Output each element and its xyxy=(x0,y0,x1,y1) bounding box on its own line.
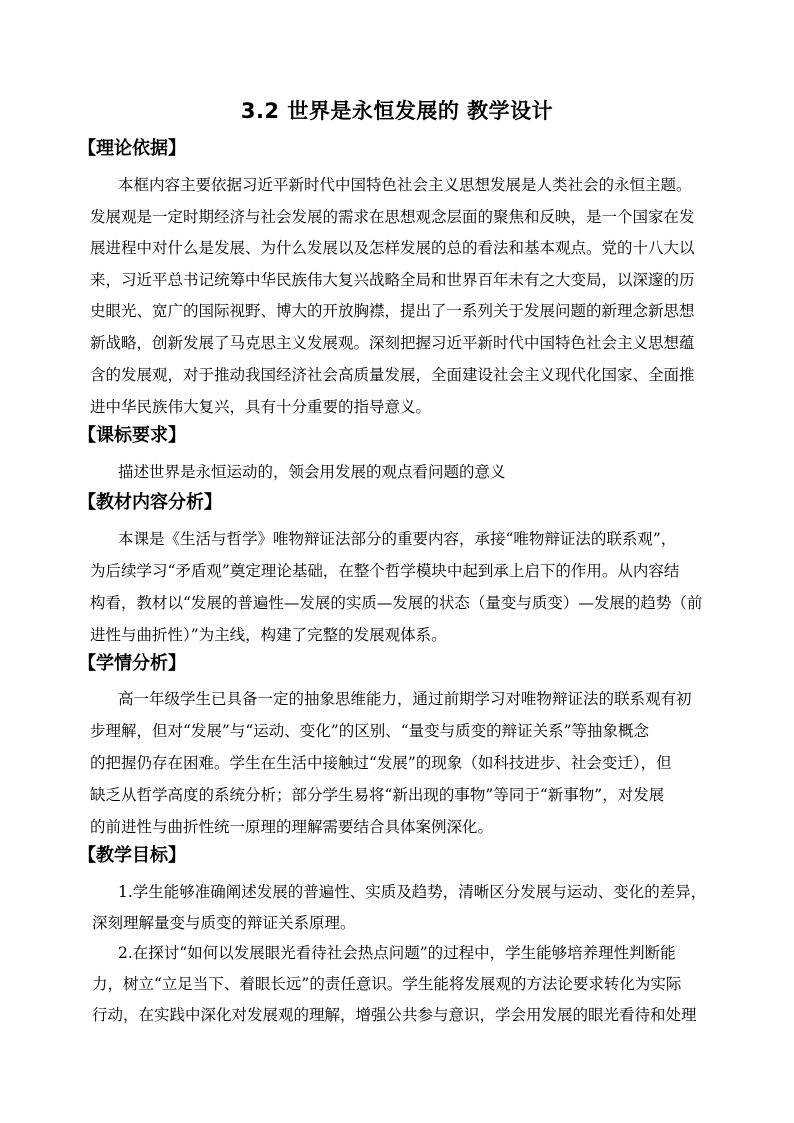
paragraph-line: 史眼光、宽广的国际视野、博大的开放胸襟，提出了一系列关于发展问题的新理念新思想 xyxy=(90,302,695,320)
paragraph-line: 缺乏从哲学高度的系统分析；部分学生易将“新出现的事物”等同于“新事物”，对发展 xyxy=(90,786,665,804)
paragraph-line: 新战略，创新发展了马克思主义发展观。深刻把握习近平新时代中国特色社会主义思想蕴 xyxy=(90,334,695,352)
paragraph-line: 为后续学习“矛盾观”奠定理论基础，在整个哲学模块中起到承上启下的作用。从内容结 xyxy=(90,562,680,580)
section-heading-curriculum-requirements: 【课标要求】 xyxy=(78,425,186,446)
paragraph-line: 的把握仍存在困难。学生在生活中接触过“发展”的现象（如科技进步、社会变迁），但 xyxy=(90,754,672,772)
paragraph-line: 力，树立“立足当下、着眼长远”的责任意识。学生能将发展观的方法论要求转化为实际 xyxy=(92,975,682,993)
paragraph-line: 构看，教材以“发展的普遍性—发展的实质—发展的状态（量变与质变）—发展的趋势（前 xyxy=(90,594,703,612)
paragraph-line: 2.在探讨“如何以发展眼光看待社会热点问题”的过程中，学生能够培养理性判断能 xyxy=(118,944,676,962)
paragraph-line: 1.学生能够准确阐述发展的普遍性、实质及趋势，清晰区分发展与运动、变化的差异， xyxy=(118,883,707,901)
section-heading-teaching-objectives: 【教学目标】 xyxy=(78,845,186,866)
paragraph-line: 高一年级学生已具备一定的抽象思维能力，通过前期学习对唯物辩证法的联系观有初 xyxy=(118,690,692,708)
paragraph-line: 深刻理解量变与质变的辩证关系原理。 xyxy=(92,914,356,932)
paragraph-line: 进中华民族伟大复兴，具有十分重要的指导意义。 xyxy=(90,398,432,416)
section-heading-theory-basis: 【理论依据】 xyxy=(78,138,186,159)
paragraph-line: 本框内容主要依据习近平新时代中国特色社会主义思想发展是人类社会的永恒主题。 xyxy=(118,176,692,194)
paragraph-line: 进性与曲折性）”为主线，构建了完整的发展观体系。 xyxy=(90,626,447,644)
paragraph-line: 行动，在实践中深化对发展观的理解，增强公共参与意识，学会用发展的眼光看待和处理 xyxy=(92,1006,697,1024)
document-title: 3.2 世界是永恒发展的 教学设计 xyxy=(240,99,554,123)
paragraph-line: 来，习近平总书记统筹中华民族伟大复兴战略全局和世界百年未有之大变局，以深邃的历 xyxy=(90,271,695,289)
paragraph-line: 的前进性与曲折性统一原理的理解需要结合具体案例深化。 xyxy=(90,818,494,836)
paragraph-line: 发展观是一定时期经济与社会发展的需求在思想观念层面的聚焦和反映，是一个国家在发 xyxy=(90,208,695,226)
section-heading-student-analysis: 【学情分析】 xyxy=(78,653,186,674)
paragraph-line: 描述世界是永恒运动的，领会用发展的观点看问题的意义 xyxy=(118,463,506,481)
paragraph-line: 本课是《生活与哲学》唯物辩证法部分的重要内容，承接“唯物辩证法的联系观”， xyxy=(118,530,677,548)
section-heading-textbook-analysis: 【教材内容分析】 xyxy=(78,492,222,513)
paragraph-line: 展进程中对什么是发展、为什么发展以及怎样发展的总的看法和基本观点。党的十八大以 xyxy=(90,239,695,257)
paragraph-line: 含的发展观，对于推动我国经济社会高质量发展，全面建设社会主义现代化国家、全面推 xyxy=(90,366,695,384)
paragraph-line: 步理解，但对“发展”与“运动、变化”的区别、“量变与质变的辩证关系”等抽象概念 xyxy=(90,722,650,740)
